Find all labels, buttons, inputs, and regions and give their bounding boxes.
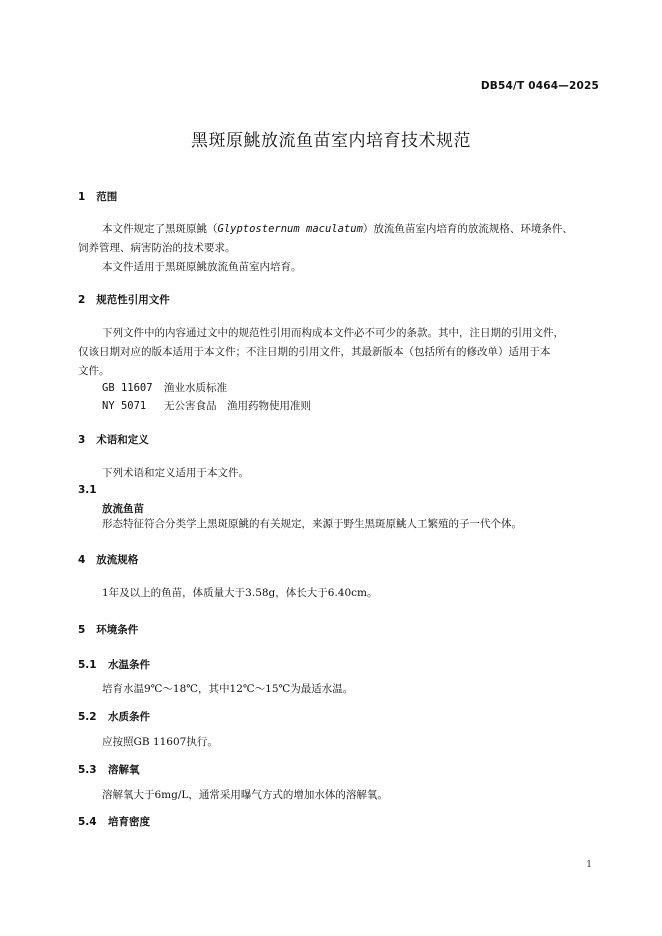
page-number: 1 [586, 860, 592, 870]
section-2-paragraph-line-1: 下列文件中的内容通过文中的规范性引用而构成本文件必不可少的条款。其中，注日期的引用文件， [102, 327, 564, 339]
section-title: 术语和定义 [96, 434, 149, 446]
section-3-intro: 下列术语和定义适用于本文件。 [102, 467, 249, 479]
term-definition: 形态特征符合分类学上黑斑原鮡的有关规定，来源于野生黑斑原鮡人工繁殖的子一代个体。 [102, 518, 522, 530]
standard-number: DB54/T 0464—2025 [480, 80, 599, 92]
section-title: 规范性引用文件 [96, 294, 170, 306]
subsection-5-3-heading [78, 762, 140, 777]
term-name: 放流鱼苗 [102, 503, 144, 515]
reference-name: 渔业水质标准 [164, 382, 227, 394]
subsection-5-2-heading [78, 709, 150, 724]
reference-code: NY 5071 [102, 400, 147, 412]
section-1-paragraph-1-line-1 [102, 220, 573, 239]
subsection-5-2-text: 应按照GB 11607执行。 [102, 736, 218, 748]
section-1-heading [78, 189, 117, 204]
subsection-5-1-text: 培育水温9℃～18℃，其中12℃～15℃为最适水温。 [102, 683, 354, 695]
section-1-paragraph-2: 本文件适用于黑斑原鮡放流鱼苗室内培育。 [102, 261, 302, 273]
section-number: 3 [78, 434, 86, 446]
reference-name: 无公害食品 渔用药物使用准则 [164, 400, 311, 412]
section-2-heading [78, 292, 170, 307]
reference-item [102, 380, 227, 395]
subsection-number: 5.2 [78, 711, 97, 723]
section-title: 环境条件 [96, 624, 139, 636]
section-number: 4 [78, 554, 86, 566]
section-5-heading [78, 622, 138, 637]
section-2-paragraph-line-3: 文件。 [78, 365, 110, 377]
subsection-title: 溶解氧 [108, 764, 140, 776]
subsection-5-1-heading [78, 657, 150, 672]
section-3-heading [78, 432, 149, 447]
section-number: 5 [78, 624, 86, 636]
subsection-number: 5.1 [78, 659, 97, 671]
section-title: 范围 [96, 191, 118, 203]
text-run: ）放流鱼苗室内培育的放流规格、环境条件、 [362, 223, 573, 235]
text-run: 本文件规定了黑斑原鮡（ [102, 223, 218, 235]
section-2-paragraph-line-2: 仅该日期对应的版本适用于本文件；不注日期的引用文件，其最新版本（包括所有的修改单）适用于本 [78, 346, 551, 358]
section-title: 放流规格 [96, 554, 139, 566]
reference-item [102, 398, 311, 413]
term-number: 3.1 [78, 484, 97, 496]
document-title: 黑斑原鮡放流鱼苗室内培育技术规范 [191, 131, 471, 151]
subsection-title: 水温条件 [108, 659, 150, 671]
latin-name: Glyptosternum maculatum [217, 223, 363, 235]
section-1-paragraph-1-line-2: 饲养管理、病害防治的技术要求。 [78, 242, 236, 254]
subsection-number: 5.4 [78, 816, 97, 828]
section-number: 1 [78, 191, 86, 203]
subsection-number: 5.3 [78, 764, 97, 776]
subsection-5-3-text: 溶解氧大于6mg/L，通常采用曝气方式的增加水体的溶解氧。 [102, 789, 388, 801]
subsection-title: 培育密度 [108, 816, 150, 828]
subsection-title: 水质条件 [108, 711, 150, 723]
section-4-heading [78, 552, 138, 567]
section-number: 2 [78, 294, 86, 306]
section-4-text: 1年及以上的鱼苗，体质量大于3.58g，体长大于6.40cm。 [102, 587, 378, 599]
reference-code: GB 11607 [102, 382, 153, 394]
subsection-5-4-heading [78, 814, 150, 829]
